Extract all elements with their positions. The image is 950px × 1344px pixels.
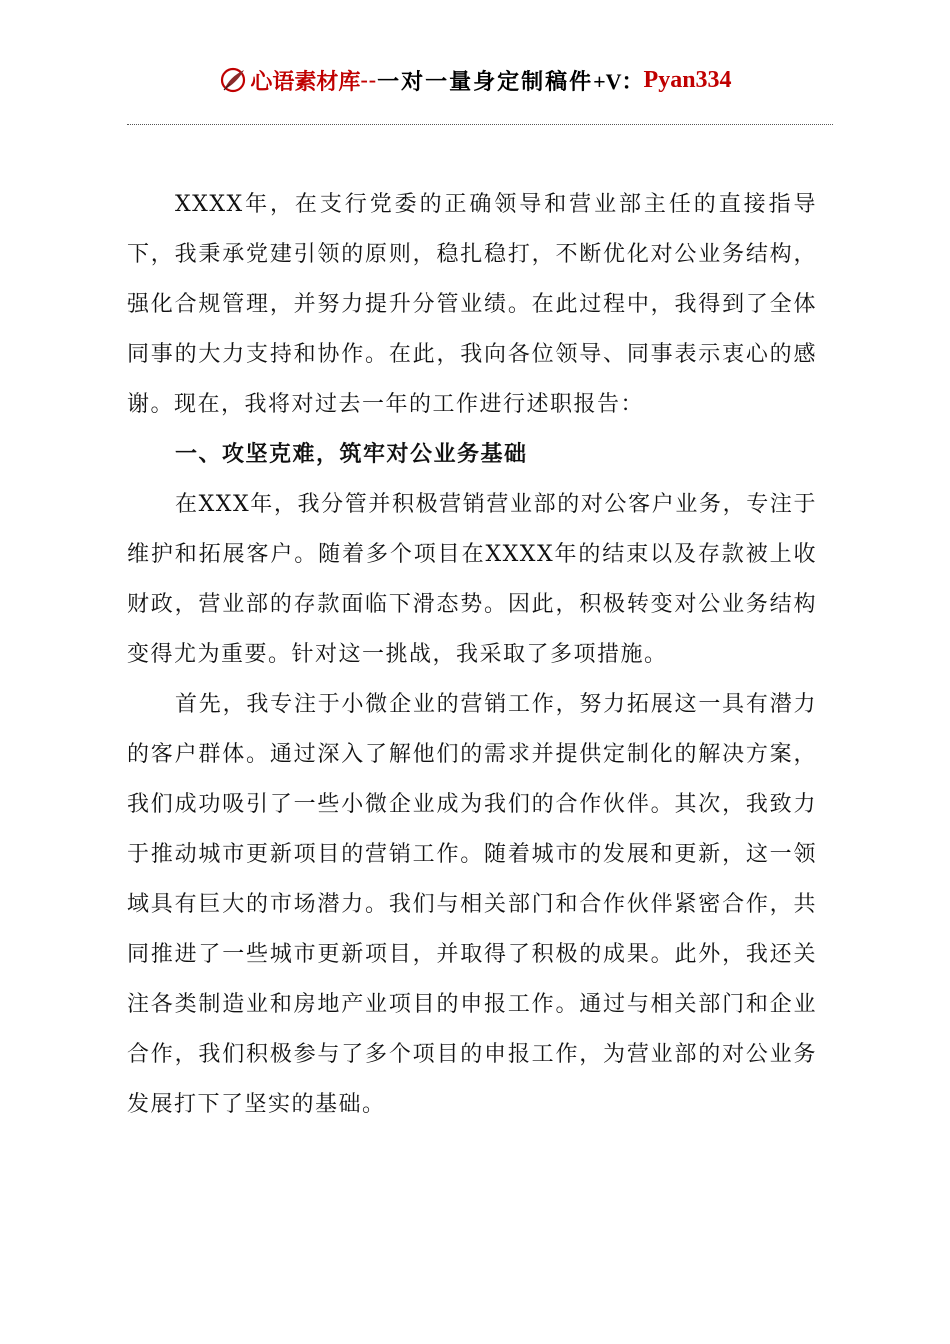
page-header <box>0 58 950 102</box>
header-tagline: 一对一量身定制稿件 <box>377 68 594 95</box>
brand-name: 心语素材库 <box>250 68 361 94</box>
header-separator: -- <box>360 67 378 92</box>
section-heading: 一、攻坚克难，筑牢对公业务基础 <box>175 442 528 467</box>
header-banner <box>218 58 731 102</box>
body-paragraph: 首先，我专注于小微企业的营销工作，努力拓展这一具有潜力的客户群体。通过深入了解他们的需求并提供定制化的解决方案，我们成功吸引了一些小微企业成为我们的合作伙伴。其次，我致力于推动城市更新项目的营销工作。随着城市的发展和更新，这一领域具有巨大的市场潜力。我们与相关部门和合作伙伴紧密合作，共同推进了一些城市更新项目，并取得了积极的成果。此外，我还关注各类制造业和房地产业项目的申报工作。通过与相关部门和企业合作，我们积极参与了多个项目的申报工作，为营业部的对公业务发展打下了坚实的基础。 <box>127 692 817 1117</box>
contact-label: +V： <box>593 68 644 94</box>
quill-icon <box>218 65 248 95</box>
header-divider <box>127 124 833 125</box>
body-paragraph: 在XXX年，我分管并积极营销营业部的对公客户业务，专注于维护和拓展客户。随着多个项目在XXXX年的结束以及存款被上收财政，营业部的存款面临下滑态势。因此，积极转变对公业务结构变得尤为重要。针对这一挑战，我采取了多项措施。 <box>127 492 817 667</box>
intro-paragraph: XXXX年，在支行党委的正确领导和营业部主任的直接指导下，我秉承党建引领的原则，稳扎稳打，不断优化对公业务结构，强化合规管理，并努力提升分管业绩。在此过程中，我得到了全体同事的大力支持和协作。在此，我向各位领导、同事表示衷心的感谢。现在，我将对过去一年的工作进行述职报告： <box>127 192 817 417</box>
document-body <box>127 180 817 1130</box>
contact-id: Pyan334 <box>643 66 732 93</box>
